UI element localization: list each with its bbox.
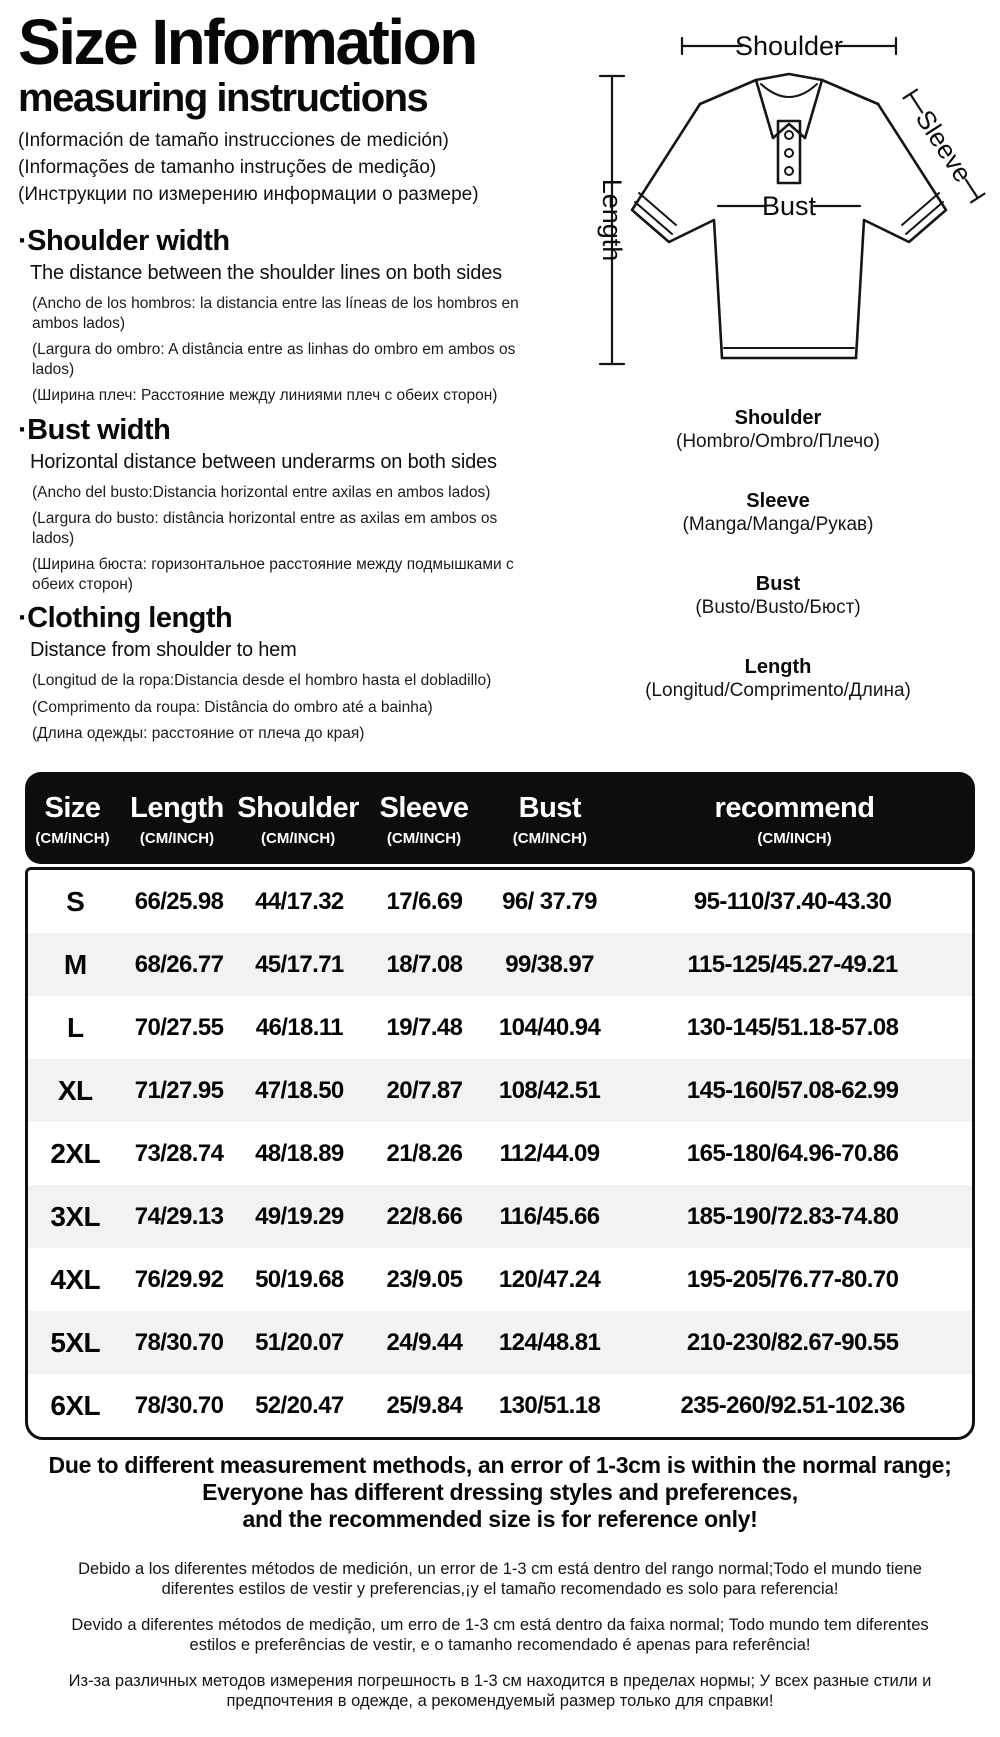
cell-sleeve: 22/8.66 <box>386 1202 463 1230</box>
column-header-size <box>25 772 120 864</box>
cell-length: 78/30.70 <box>134 1391 224 1419</box>
cell-recommend: 115-125/45.27-49.21 <box>687 950 898 978</box>
table-row <box>28 870 972 933</box>
definition-translation-ru: (Ширина плеч: Расстояние между линиями плеч с обеих сторон) <box>32 387 498 404</box>
cell-length: 70/27.55 <box>134 1013 224 1041</box>
definition-title: ·Clothing length <box>18 602 233 634</box>
cell-bust: 108/42.51 <box>498 1076 601 1104</box>
disclaimer-es: Debido a los diferentes métodos de medición, un error de 1-3 cm está dentro del rango normal;Todo el mundo tiene diferentes estilos de vestir y preferencias,¡y el tamaño recomendado es solo para referencia! <box>78 1560 922 1598</box>
column-header-recommend <box>614 772 975 864</box>
cell-size: L <box>66 1011 84 1043</box>
cell-size: 4XL <box>50 1263 100 1295</box>
legend-translation: (Busto/Busto/Бюст) <box>695 597 861 618</box>
cell-sleeve: 23/9.05 <box>386 1265 463 1293</box>
definition-translation-ru: (Длина одежды: расстояние от плеча до края) <box>32 725 365 742</box>
measurement-definitions <box>18 225 526 752</box>
definition-translation-pt: (Comprimento da roupa: Distância do ombro até a bainha) <box>32 698 433 716</box>
cell-shoulder: 45/17.71 <box>255 950 344 978</box>
cell-bust: 112/44.09 <box>499 1139 600 1167</box>
column-unit: (CM/INCH) <box>386 829 462 847</box>
definition-description: Horizontal distance between underarms on both sides <box>30 450 497 473</box>
polo-shirt-diagram <box>552 18 1000 390</box>
definition-translation-es: (Ancho de los hombros: la distancia entre las líneas de los hombros en ambos lados) <box>32 295 519 332</box>
cell-recommend: 130-145/51.18-57.08 <box>686 1013 899 1041</box>
legend-term: Shoulder <box>734 407 822 429</box>
size-table <box>25 772 975 1440</box>
diagram-column <box>552 18 1000 738</box>
column-unit: (CM/INCH) <box>35 829 110 847</box>
cell-length: 73/28.74 <box>134 1139 224 1167</box>
shirt-bust-label: Bust <box>761 191 817 221</box>
cell-length: 66/25.98 <box>134 887 224 915</box>
column-label: Sleeve <box>379 791 469 824</box>
cell-shoulder: 47/18.50 <box>255 1076 344 1104</box>
bust-measure-annotation <box>718 191 860 221</box>
disclaimer-en-line3: and the recommended size is for reference only! <box>242 1506 758 1532</box>
definition-title: ·Bust width <box>18 413 171 446</box>
size-table-header <box>25 772 975 864</box>
cell-size: 2XL <box>50 1137 100 1169</box>
cell-shoulder: 51/20.07 <box>255 1328 344 1356</box>
legend-item-sleeve <box>552 489 1000 536</box>
cell-sleeve: 19/7.48 <box>386 1013 463 1041</box>
definition-translation-ru: (Ширина бюста: горизонтальное расстояние между подмышками с обеих сторон) <box>32 556 514 593</box>
cell-bust: 124/48.81 <box>498 1328 601 1356</box>
page-subtitle: measuring instructions <box>18 76 428 121</box>
header-translation-pt: (Informações de tamanho instruções de medição) <box>18 157 437 179</box>
definition-description: Distance from shoulder to hem <box>30 639 297 661</box>
definition-description: The distance between the shoulder lines on both sides <box>30 262 502 284</box>
legend-term: Length <box>744 656 812 678</box>
cell-recommend: 165-180/64.96-70.86 <box>686 1139 899 1167</box>
cell-shoulder: 49/19.29 <box>255 1202 344 1230</box>
cell-bust: 130/51.18 <box>498 1391 601 1419</box>
legend-item-shoulder <box>552 406 1000 453</box>
header <box>18 6 578 208</box>
column-label: Length <box>130 791 224 824</box>
column-unit: (CM/INCH) <box>139 829 215 847</box>
cell-shoulder: 48/18.89 <box>255 1139 344 1167</box>
definition-title: ·Shoulder width <box>18 225 230 257</box>
cell-sleeve: 18/7.08 <box>386 950 463 978</box>
definition-translation-pt: (Largura do ombro: A distância entre as linhas do ombro em ambos os lados) <box>32 341 516 378</box>
cell-length: 74/29.13 <box>134 1202 224 1230</box>
table-row <box>28 1248 972 1311</box>
column-unit: (CM/INCH) <box>512 829 587 847</box>
cell-sleeve: 20/7.87 <box>386 1076 463 1104</box>
cell-bust: 116/45.66 <box>499 1202 600 1230</box>
cell-size: 5XL <box>50 1326 100 1358</box>
column-label: recommend <box>714 791 875 824</box>
legend-term: Bust <box>755 573 801 595</box>
cell-recommend: 210-230/82.67-90.55 <box>686 1328 899 1356</box>
definition-translation-es: (Ancho del busto:Distancia horizontal entre axilas en ambos lados) <box>32 483 491 501</box>
cell-sleeve: 24/9.44 <box>386 1328 463 1356</box>
header-translation-ru: (Инструкции по измерению информации о размере) <box>18 184 479 206</box>
column-header-shoulder <box>234 772 362 864</box>
table-row <box>28 1122 972 1185</box>
column-header-sleeve <box>362 772 486 864</box>
cell-sleeve: 21/8.26 <box>386 1139 463 1167</box>
legend-item-bust <box>552 572 1000 619</box>
cell-shoulder: 46/18.11 <box>255 1013 344 1041</box>
cell-recommend: 185-190/72.83-74.80 <box>686 1202 899 1230</box>
disclaimer <box>0 1452 1000 1711</box>
legend-translation: (Longitud/Comprimento/Длина) <box>645 680 911 701</box>
size-table-body <box>25 867 975 1440</box>
column-unit: (CM/INCH) <box>757 829 832 847</box>
cell-shoulder: 52/20.47 <box>255 1391 344 1419</box>
definition-translation-es: (Longitud de la ropa:Distancia desde el hombro hasta el dobladillo) <box>32 672 492 689</box>
table-row <box>28 1374 972 1437</box>
legend-translation: (Manga/Manga/Рукав) <box>682 514 874 535</box>
header-translation-es: (Información de tamaño instrucciones de medición) <box>18 130 449 152</box>
definition-translation-pt: (Largura do busto: distância horizontal entre as axilas em ambos os lados) <box>32 510 498 547</box>
cell-length: 68/26.77 <box>134 950 224 978</box>
cell-length: 71/27.95 <box>134 1076 224 1104</box>
column-label: Size <box>44 791 101 824</box>
definition-shoulder-width <box>18 225 526 406</box>
cell-recommend: 235-260/92.51-102.36 <box>680 1391 905 1419</box>
cell-size: 6XL <box>50 1389 100 1421</box>
cell-length: 78/30.70 <box>134 1328 224 1356</box>
column-header-bust <box>486 772 614 864</box>
cell-shoulder: 50/19.68 <box>255 1265 344 1293</box>
column-unit: (CM/INCH) <box>261 829 336 847</box>
table-row <box>28 1311 972 1374</box>
disclaimer-en-line2: Everyone has different dressing styles and preferences, <box>202 1479 798 1505</box>
sleeve-measure-annotation <box>898 86 991 206</box>
definition-bust-width <box>18 414 526 595</box>
shirt-sleeve-label: Sleeve <box>909 104 979 188</box>
table-row <box>28 1059 972 1122</box>
cell-size: S <box>66 885 85 917</box>
legend-item-length <box>552 655 1000 702</box>
cell-shoulder: 44/17.32 <box>255 887 344 915</box>
cell-bust: 104/40.94 <box>498 1013 601 1041</box>
shoulder-measure-annotation <box>682 31 896 61</box>
cell-recommend: 195-205/76.77-80.70 <box>686 1265 899 1293</box>
disclaimer-ru: Из-за различных методов измерения погрешность в 1-3 см находится в пределах нормы; У всех разные стили и предпочтения в одежде, а рекомендуемый размер только для справки! <box>68 1672 932 1710</box>
cell-bust: 120/47.24 <box>498 1265 601 1293</box>
cell-recommend: 145-160/57.08-62.99 <box>686 1076 899 1104</box>
table-row <box>28 996 972 1059</box>
shirt-length-label: Length <box>597 178 627 262</box>
table-row <box>28 1185 972 1248</box>
cell-recommend: 95-110/37.40-43.30 <box>693 887 892 915</box>
column-label: Bust <box>518 791 582 824</box>
cell-sleeve: 25/9.84 <box>386 1391 463 1419</box>
cell-length: 76/29.92 <box>134 1265 224 1293</box>
cell-bust: 99/38.97 <box>505 950 594 978</box>
page-title: Size Information <box>18 6 476 78</box>
cell-sleeve: 17/6.69 <box>386 887 463 915</box>
cell-bust: 96/ 37.79 <box>502 887 597 915</box>
column-label: Shoulder <box>237 791 359 824</box>
legend-term: Sleeve <box>746 490 810 512</box>
cell-size: M <box>63 948 87 980</box>
length-measure-annotation <box>597 76 627 364</box>
shirt-shoulder-label: Shoulder <box>734 31 844 61</box>
table-row <box>28 933 972 996</box>
disclaimer-en-line1: Due to different measurement methods, an error of 1-3cm is within the normal range; <box>48 1452 952 1478</box>
disclaimer-pt: Devido a diferentes métodos de medição, um erro de 1-3 cm está dentro da faixa normal; Todo mundo tem diferentes estilos e preferências de vestir, e o tamanho recomendado é apenas para referência! <box>71 1616 929 1654</box>
cell-size: XL <box>57 1074 93 1106</box>
column-header-length <box>120 772 234 864</box>
measure-legend <box>552 406 1000 702</box>
definition-clothing-length <box>18 602 526 744</box>
cell-size: 3XL <box>50 1200 100 1232</box>
legend-translation: (Hombro/Ombro/Плечо) <box>676 431 880 452</box>
